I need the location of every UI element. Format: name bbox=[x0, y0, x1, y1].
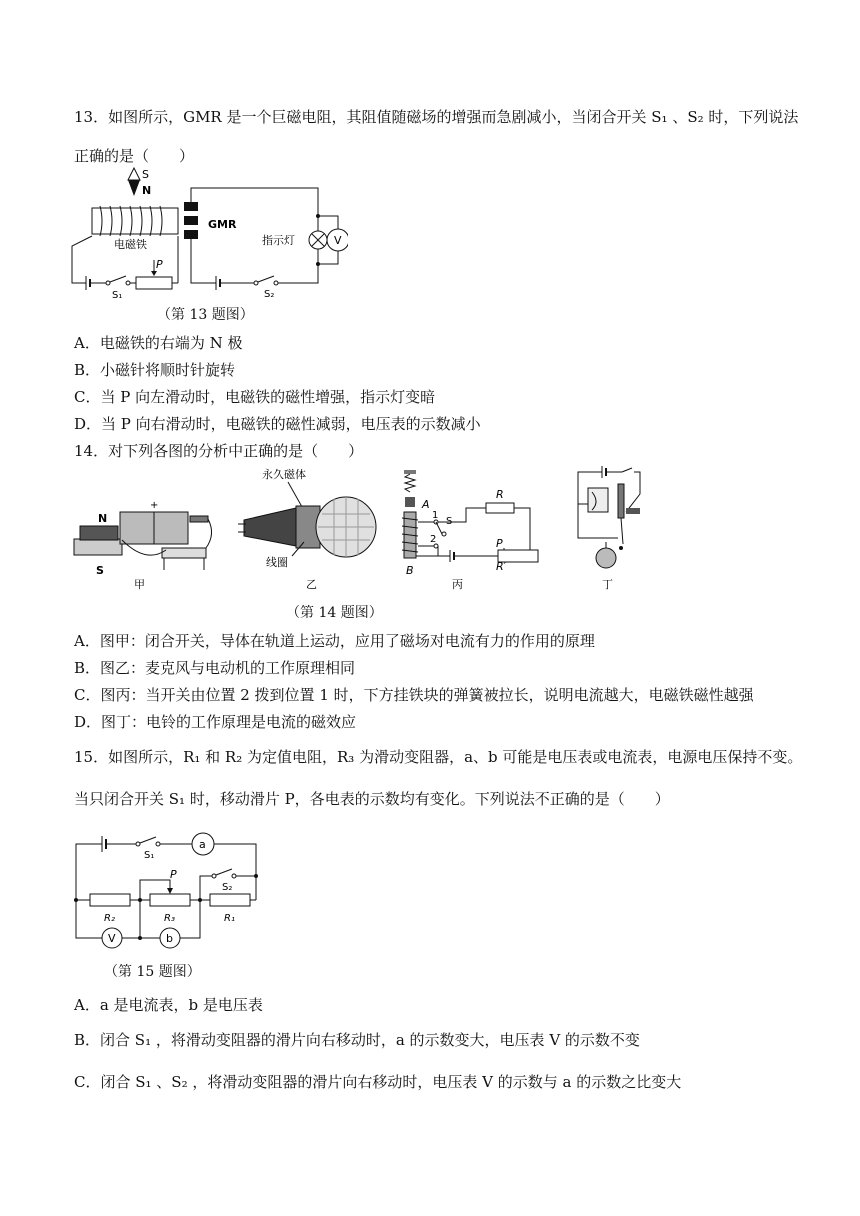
q15-label-r1: R₁ bbox=[224, 913, 235, 924]
q15-label-s1: S₁ bbox=[144, 850, 155, 861]
q14-figure-jia bbox=[74, 500, 212, 591]
q14-label-jia: 甲 bbox=[134, 578, 145, 591]
q14-figure-bing bbox=[402, 470, 538, 591]
q14-option-b: B．图乙：麦克风与电动机的工作原理相同 bbox=[74, 659, 356, 677]
q15-label-r3: R₃ bbox=[164, 913, 175, 924]
q13-stem-line2: 正确的是（ ） bbox=[74, 147, 195, 165]
q14-label-2: 2 bbox=[430, 534, 437, 545]
q13-label-s1: S₁ bbox=[112, 290, 123, 301]
q14-label-plus: + bbox=[150, 500, 159, 511]
q15-stem-line2: 当只闭合开关 S₁ 时，移动滑片 P，各电表的示数均有变化。下列说法不正确的是（ ） bbox=[74, 790, 670, 808]
q14-label-ding: 丁 bbox=[602, 578, 613, 591]
q14-label-rp: R′ bbox=[496, 560, 507, 573]
q15-option-b: B．闭合 S₁ ，将滑动变阻器的滑片向右移动时，a 的示数变大，电压表 V 的示数不变 bbox=[74, 1031, 640, 1049]
q15-label-s2: S₂ bbox=[222, 882, 233, 893]
q14-label-sw: S bbox=[446, 516, 453, 527]
q14-label-b: B bbox=[406, 564, 414, 577]
q13-stem-line1: 13．如图所示，GMR 是一个巨磁电阻，其阻值随磁场的增强而急剧减小，当闭合开关 S₁ 、S₂ 时，下列说法 bbox=[74, 108, 799, 126]
q13-label-n: N bbox=[142, 184, 152, 197]
q14-label-1: 1 bbox=[432, 510, 439, 521]
q14-option-a: A．图甲：闭合开关，导体在轨道上运动，应用了磁场对电流有力的作用的原理 bbox=[74, 632, 595, 650]
q15-label-a: a bbox=[199, 838, 206, 851]
q14-label-coil: 线圈 bbox=[266, 556, 288, 569]
q15-label-r2: R₂ bbox=[104, 913, 115, 924]
q14-figure-ding bbox=[578, 466, 640, 591]
q15-stem-line1: 15．如图所示，R₁ 和 R₂ 为定值电阻，R₃ 为滑动变阻器，a、b 可能是电压表或电流表，电源电压保持不变。 bbox=[74, 748, 803, 766]
q14-label-yi: 乙 bbox=[306, 578, 317, 591]
q13-label-gmr: GMR bbox=[208, 218, 237, 231]
q14-option-d: D．图丁：电铃的工作原理是电流的磁效应 bbox=[74, 713, 357, 731]
q14-caption: （第 14 题图） bbox=[286, 605, 383, 621]
q14-label-n: N bbox=[98, 512, 108, 525]
q13-caption: （第 13 题图） bbox=[157, 307, 254, 323]
q13-option-d: D．当 P 向右滑动时，电磁铁的磁性减弱，电压表的示数减小 bbox=[74, 415, 481, 433]
q14-figure-yi bbox=[238, 467, 376, 591]
q14-label-r: R bbox=[496, 488, 504, 501]
q14-label-s: S bbox=[96, 564, 104, 577]
q15-option-a: A．a 是电流表，b 是电压表 bbox=[74, 996, 263, 1014]
q13-label-coil: 电磁铁 bbox=[114, 238, 147, 251]
q14-label-magnet: 永久磁体 bbox=[262, 468, 306, 481]
q14-label-bing: 丙 bbox=[452, 578, 463, 591]
q13-label-s2: S₂ bbox=[264, 289, 275, 300]
q13-option-b: B．小磁针将顺时针旋转 bbox=[74, 361, 236, 379]
q13-label-s: S bbox=[142, 168, 149, 181]
q14-option-c: C．图丙：当开关由位置 2 拨到位置 1 时，下方挂铁块的弹簧被拉长，说明电流越大，电磁铁磁性越强 bbox=[74, 686, 754, 704]
q14-label-p: P bbox=[496, 537, 503, 550]
q15-label-v: V bbox=[108, 932, 116, 945]
q14-stem: 14．对下列各图的分析中正确的是（ ） bbox=[74, 442, 364, 460]
q15-caption: （第 15 题图） bbox=[104, 964, 201, 980]
q13-figure bbox=[68, 166, 348, 302]
q13-option-a: A．电磁铁的右端为 N 极 bbox=[74, 334, 243, 352]
q13-label-p: P bbox=[156, 258, 163, 271]
q13-label-v: V bbox=[334, 234, 342, 247]
q13-option-c: C．当 P 向左滑动时，电磁铁的磁性增强，指示灯变暗 bbox=[74, 388, 436, 406]
q15-figure bbox=[70, 828, 270, 954]
q14-figure bbox=[66, 464, 666, 594]
q15-label-b: b bbox=[166, 932, 173, 945]
q13-label-lamp: 指示灯 bbox=[262, 234, 295, 247]
q14-label-a: A bbox=[422, 498, 430, 511]
q15-label-p: P bbox=[170, 868, 177, 881]
q15-option-c: C．闭合 S₁ 、S₂ ，将滑动变阻器的滑片向右移动时，电压表 V 的示数与 a 的示数之比变大 bbox=[74, 1073, 682, 1091]
